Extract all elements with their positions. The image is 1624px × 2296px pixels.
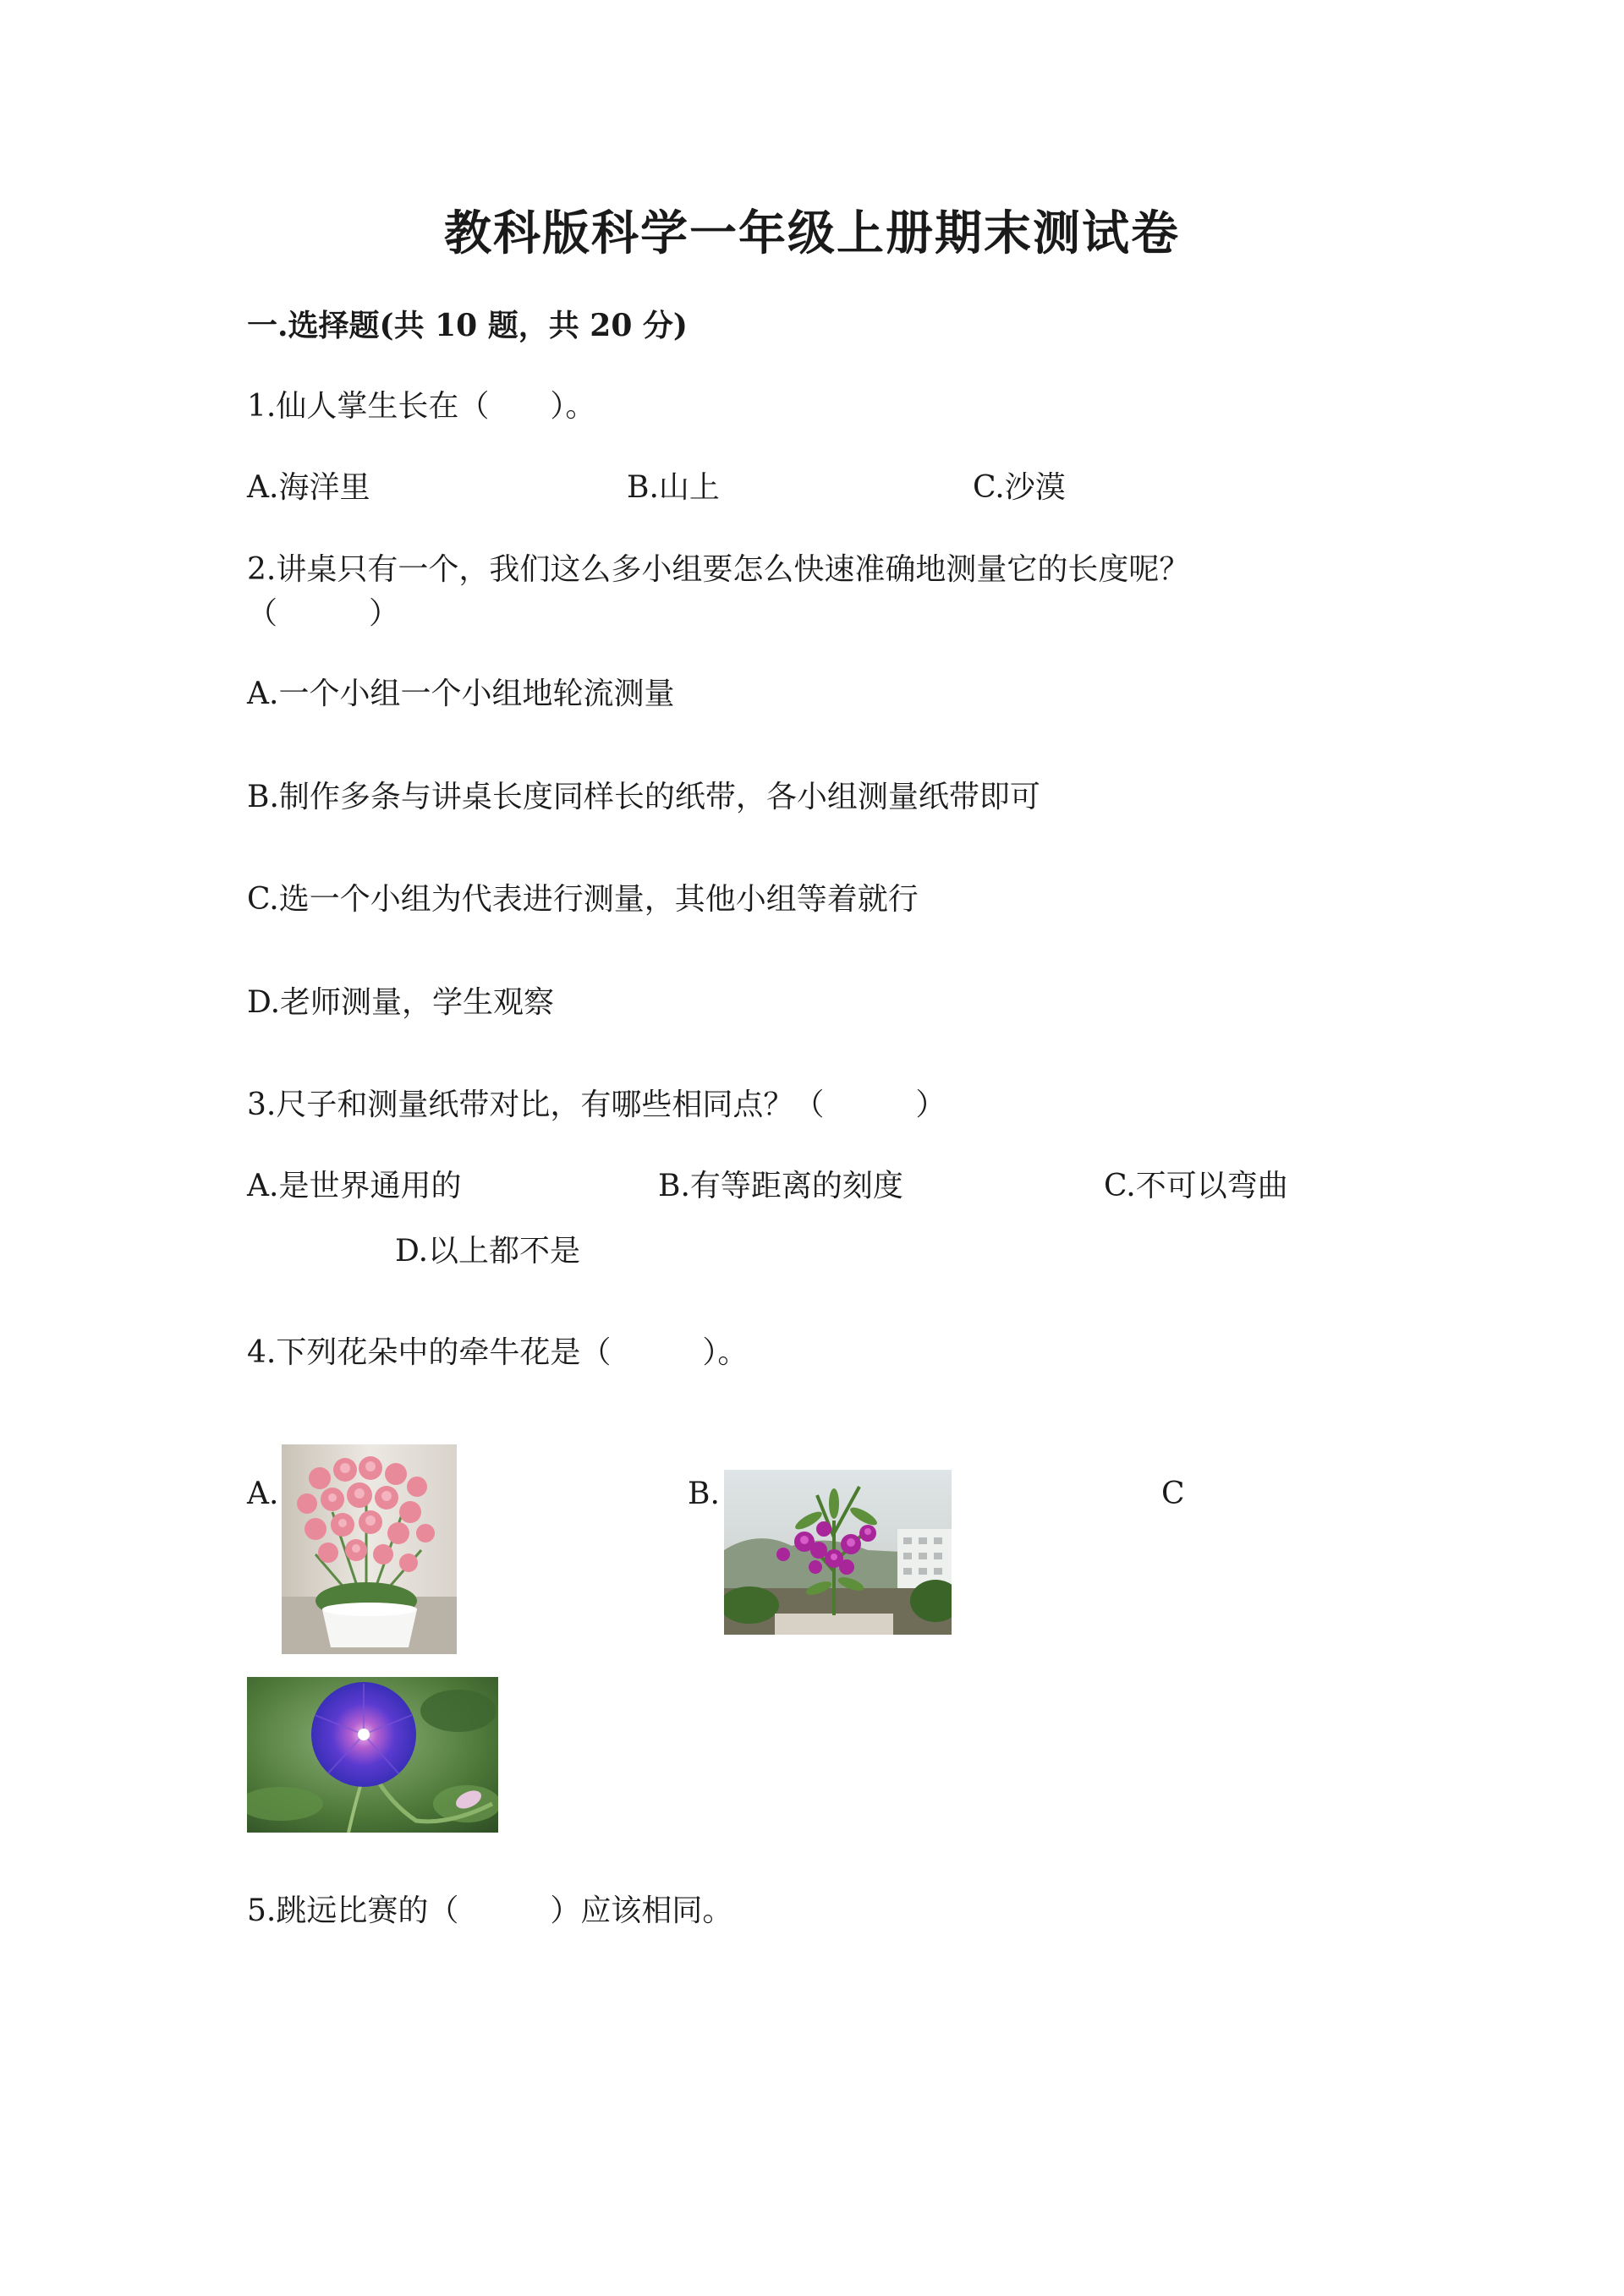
question-4-option-b-label: B. bbox=[688, 1477, 720, 1511]
question-1-option-a: A.海洋里 bbox=[247, 470, 370, 505]
question-3-option-d: D.以上都不是 bbox=[395, 1234, 581, 1269]
question-3-option-c: C.不可以弯曲 bbox=[1104, 1169, 1288, 1203]
question-3-option-a: A.是世界通用的 bbox=[247, 1169, 462, 1203]
question-4-option-c-label: C bbox=[1161, 1477, 1185, 1511]
section-heading: 一.选择题(共 10 题，共 20 分) bbox=[247, 308, 688, 343]
question-4-stem: 4.下列花朵中的牵牛花是（ ）。 bbox=[247, 1335, 749, 1370]
question-1-option-c: C.沙漠 bbox=[973, 470, 1066, 505]
morning-glory-image bbox=[247, 1677, 498, 1833]
question-2-stem-line-2: （ ） bbox=[247, 596, 400, 631]
question-3-stem: 3.尺子和测量纸带对比，有哪些相同点？（ ） bbox=[247, 1088, 946, 1122]
question-3-option-b: B.有等距离的刻度 bbox=[658, 1169, 903, 1203]
question-5-stem: 5.跳远比赛的（ ）应该相同。 bbox=[247, 1893, 733, 1928]
question-2-option-a: A.一个小组一个小组地轮流测量 bbox=[247, 677, 675, 711]
question-2-option-d: D.老师测量，学生观察 bbox=[247, 985, 555, 1020]
question-1-option-b: B.山上 bbox=[627, 470, 720, 505]
question-2-stem-line-1: 2.讲桌只有一个，我们这么多小组要怎么快速准确地测量它的长度呢？ bbox=[247, 552, 1190, 587]
question-4-option-a-label: A. bbox=[247, 1477, 279, 1511]
carnation-pot-image bbox=[282, 1444, 457, 1654]
question-2-option-c: C.选一个小组为代表进行测量，其他小组等着就行 bbox=[247, 882, 919, 917]
impatiens-pot-image bbox=[724, 1470, 952, 1635]
exam-title: 教科版科学一年级上册期末测试卷 bbox=[444, 205, 1180, 261]
question-2-option-b: B.制作多条与讲桌长度同样长的纸带，各小组测量纸带即可 bbox=[247, 780, 1040, 814]
question-1-stem: 1.仙人掌生长在（ ）。 bbox=[247, 389, 596, 424]
